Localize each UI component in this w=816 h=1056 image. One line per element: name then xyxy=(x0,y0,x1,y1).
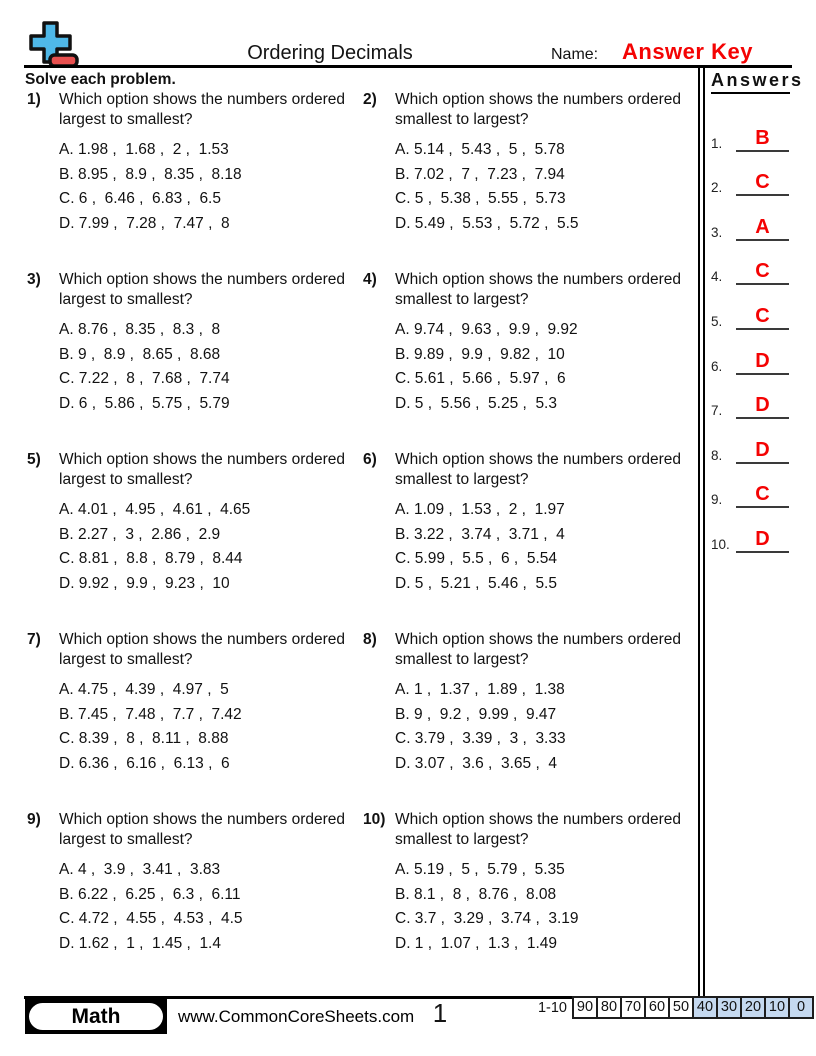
answer-number: 2. xyxy=(711,180,723,196)
problem-question: Which option shows the numbers ordered largest to smallest? xyxy=(59,631,346,668)
problem-body xyxy=(59,270,351,450)
option-d: D. 7.99 , 7.28 , 7.47 , 8 xyxy=(59,214,230,232)
answer-row xyxy=(711,152,790,197)
option-c: C. 4.72 , 4.55 , 4.53 , 4.5 xyxy=(59,910,243,927)
problem-question: Which option shows the numbers ordered smallest to largest? xyxy=(395,631,682,668)
option-c: C. 8.81 , 8.8 , 8.79 , 8.44 xyxy=(59,550,243,567)
option-c: C. 3.7 , 3.29 , 3.74 , 3.19 xyxy=(395,910,579,927)
problem-number: 5) xyxy=(27,451,41,468)
problem-question: Which option shows the numbers ordered largest to smallest? xyxy=(59,811,346,848)
name-label: Name: xyxy=(551,46,599,63)
option-d: D. 5 , 5.21 , 5.46 , 5.5 xyxy=(395,574,557,592)
answer-blank xyxy=(736,350,789,375)
problem-body xyxy=(59,90,351,270)
answers-list xyxy=(711,107,790,553)
option-b: B. 9.89 , 9.9 , 9.82 , 10 xyxy=(395,345,565,363)
problem-question: Which option shows the numbers ordered smallest to largest? xyxy=(395,811,682,848)
problem-body xyxy=(59,450,351,630)
problem-number: 6) xyxy=(363,451,377,468)
problems-grid xyxy=(25,90,697,990)
problem xyxy=(25,630,361,810)
answer-number: 5. xyxy=(711,313,723,329)
option-c: C. 5.61 , 5.66 , 5.97 , 6 xyxy=(395,370,566,387)
score-range-label: 1-10 xyxy=(537,999,567,1016)
option-c: C. 5.99 , 5.5 , 6 , 5.54 xyxy=(395,550,557,567)
answer-blank xyxy=(736,305,789,330)
score-cell: 90 xyxy=(572,996,598,1019)
option-d: D. 6 , 5.86 , 5.75 , 5.79 xyxy=(59,394,230,412)
answer-blank xyxy=(736,127,789,152)
problem-number: 8) xyxy=(363,631,377,648)
plus-minus-logo xyxy=(27,20,79,68)
answer-row xyxy=(711,241,790,286)
answer-row xyxy=(711,508,790,553)
answer-letter: C xyxy=(755,260,770,283)
answer-number: 3. xyxy=(711,224,723,240)
problem-body xyxy=(59,810,351,990)
answer-blank xyxy=(736,439,789,464)
problem xyxy=(361,270,697,450)
problem xyxy=(25,270,361,450)
option-b: B. 7.45 , 7.48 , 7.7 , 7.42 xyxy=(59,705,242,723)
option-b: B. 2.27 , 3 , 2.86 , 2.9 xyxy=(59,525,221,543)
answer-number: 9. xyxy=(711,492,723,508)
answer-blank xyxy=(736,171,789,196)
math-badge xyxy=(25,999,167,1034)
problem-number: 7) xyxy=(27,631,41,648)
option-a: A. 1.98 , 1.68 , 2 , 1.53 xyxy=(59,141,229,158)
option-b: B. 8.95 , 8.9 , 8.35 , 8.18 xyxy=(59,165,242,183)
option-d: D. 6.36 , 6.16 , 6.13 , 6 xyxy=(59,754,230,772)
answer-letter: D xyxy=(755,349,770,372)
problem xyxy=(361,90,697,270)
answer-letter: D xyxy=(755,527,770,550)
problem-number: 4) xyxy=(363,271,377,288)
problem xyxy=(361,450,697,630)
answer-blank xyxy=(736,260,789,285)
problem-question: Which option shows the numbers ordered smallest to largest? xyxy=(395,271,682,308)
option-d: D. 3.07 , 3.6 , 3.65 , 4 xyxy=(395,754,557,772)
problem-question: Which option shows the numbers ordered largest to smallest? xyxy=(59,91,346,128)
answer-key-text: Answer Key xyxy=(622,39,753,64)
score-cell: 60 xyxy=(644,996,670,1019)
score-cell: 80 xyxy=(596,996,622,1019)
instructions: Solve each problem. xyxy=(25,71,176,88)
score-cell: 20 xyxy=(740,996,766,1019)
problem-number: 9) xyxy=(27,811,41,828)
problem-options xyxy=(59,498,351,596)
answer-letter: C xyxy=(755,304,770,327)
website-url: www.CommonCoreSheets.com xyxy=(178,1007,415,1026)
answer-letter: B xyxy=(755,126,770,149)
answer-row xyxy=(711,107,790,152)
option-b: B. 9 , 8.9 , 8.65 , 8.68 xyxy=(59,345,221,363)
score-cell: 50 xyxy=(668,996,694,1019)
problem-question: Which option shows the numbers ordered smallest to largest? xyxy=(395,91,682,128)
problem-number: 10) xyxy=(363,811,386,828)
option-b: B. 7.02 , 7 , 7.23 , 7.94 xyxy=(395,165,565,183)
option-c: C. 5 , 5.38 , 5.55 , 5.73 xyxy=(395,190,566,207)
score-cell: 0 xyxy=(788,996,814,1019)
option-d: D. 5.49 , 5.53 , 5.72 , 5.5 xyxy=(395,214,579,232)
problem xyxy=(361,630,697,810)
answer-letter: D xyxy=(755,394,770,417)
option-b: B. 3.22 , 3.74 , 3.71 , 4 xyxy=(395,525,565,543)
problem-options xyxy=(59,138,351,236)
option-c: C. 3.79 , 3.39 , 3 , 3.33 xyxy=(395,730,566,747)
problem-options xyxy=(59,858,351,956)
answer-number: 7. xyxy=(711,403,723,419)
problem-question: Which option shows the numbers ordered largest to smallest? xyxy=(59,271,346,308)
problem-question: Which option shows the numbers ordered smallest to largest? xyxy=(395,451,682,488)
problem-body xyxy=(395,270,687,450)
problem-body xyxy=(395,630,687,810)
score-cell: 10 xyxy=(764,996,790,1019)
answers-panel xyxy=(698,67,804,996)
answer-blank xyxy=(736,394,789,419)
problem-question: Which option shows the numbers ordered largest to smallest? xyxy=(59,451,346,488)
header-divider xyxy=(24,65,792,68)
answer-number: 10. xyxy=(711,536,730,552)
option-a: A. 5.19 , 5 , 5.79 , 5.35 xyxy=(395,861,565,878)
answer-row xyxy=(711,419,790,464)
option-c: C. 7.22 , 8 , 7.68 , 7.74 xyxy=(59,370,230,387)
answer-row xyxy=(711,464,790,509)
problem-number: 3) xyxy=(27,271,41,288)
answers-title: Answers xyxy=(711,67,790,94)
problem-options xyxy=(395,138,687,236)
option-a: A. 5.14 , 5.43 , 5 , 5.78 xyxy=(395,141,565,158)
option-a: A. 9.74 , 9.63 , 9.9 , 9.92 xyxy=(395,321,578,338)
score-cell: 30 xyxy=(716,996,742,1019)
option-a: A. 4 , 3.9 , 3.41 , 3.83 xyxy=(59,861,221,878)
option-b: B. 6.22 , 6.25 , 6.3 , 6.11 xyxy=(59,885,241,903)
answer-blank xyxy=(736,483,789,508)
problem-options xyxy=(59,678,351,776)
option-a: A. 8.76 , 8.35 , 8.3 , 8 xyxy=(59,321,221,338)
option-d: D. 9.92 , 9.9 , 9.23 , 10 xyxy=(59,574,230,592)
answer-letter: C xyxy=(755,171,770,194)
answer-row xyxy=(711,285,790,330)
score-cell: 40 xyxy=(692,996,718,1019)
score-table xyxy=(538,996,814,1019)
worksheet-title: Ordering Decimals xyxy=(247,42,413,64)
problem xyxy=(25,810,361,990)
option-b: B. 8.1 , 8 , 8.76 , 8.08 xyxy=(395,885,557,903)
problem xyxy=(361,810,697,990)
answer-row xyxy=(711,330,790,375)
option-d: D. 5 , 5.56 , 5.25 , 5.3 xyxy=(395,394,557,412)
answer-row xyxy=(711,375,790,420)
problem xyxy=(25,450,361,630)
problem-options xyxy=(395,678,687,776)
problem-options xyxy=(395,498,687,596)
answer-letter: D xyxy=(755,438,770,461)
problem-body xyxy=(59,630,351,810)
option-a: A. 1 , 1.37 , 1.89 , 1.38 xyxy=(395,681,565,698)
answer-row xyxy=(711,196,790,241)
problem-number: 1) xyxy=(27,91,41,108)
problem-options xyxy=(395,318,687,416)
option-c: C. 8.39 , 8 , 8.11 , 8.88 xyxy=(59,730,229,747)
problem-body xyxy=(395,90,687,270)
problem xyxy=(25,90,361,270)
problem-options xyxy=(59,318,351,416)
problem-number: 2) xyxy=(363,91,377,108)
math-badge-label: Math xyxy=(29,1003,163,1030)
answer-number: 6. xyxy=(711,358,723,374)
answer-number: 8. xyxy=(711,447,723,463)
score-cells xyxy=(572,996,814,1019)
option-c: C. 6 , 6.46 , 6.83 , 6.5 xyxy=(59,190,221,207)
answer-blank xyxy=(736,216,789,241)
option-a: A. 1.09 , 1.53 , 2 , 1.97 xyxy=(395,501,565,518)
answer-number: 4. xyxy=(711,269,723,285)
option-a: A. 4.75 , 4.39 , 4.97 , 5 xyxy=(59,681,229,698)
plus-minus-logo-icon xyxy=(27,20,79,68)
problem-options xyxy=(395,858,687,956)
answer-letter: A xyxy=(755,215,770,238)
score-cell: 70 xyxy=(620,996,646,1019)
answer-blank xyxy=(736,528,789,553)
option-b: B. 9 , 9.2 , 9.99 , 9.47 xyxy=(395,705,557,723)
problem-body xyxy=(395,450,687,630)
page-number: 1 xyxy=(432,998,448,1028)
option-d: D. 1.62 , 1 , 1.45 , 1.4 xyxy=(59,934,221,952)
option-a: A. 4.01 , 4.95 , 4.61 , 4.65 xyxy=(59,501,251,518)
answer-letter: C xyxy=(755,483,770,506)
problem-body xyxy=(395,810,687,990)
answer-number: 1. xyxy=(711,135,723,151)
option-d: D. 1 , 1.07 , 1.3 , 1.49 xyxy=(395,934,557,952)
